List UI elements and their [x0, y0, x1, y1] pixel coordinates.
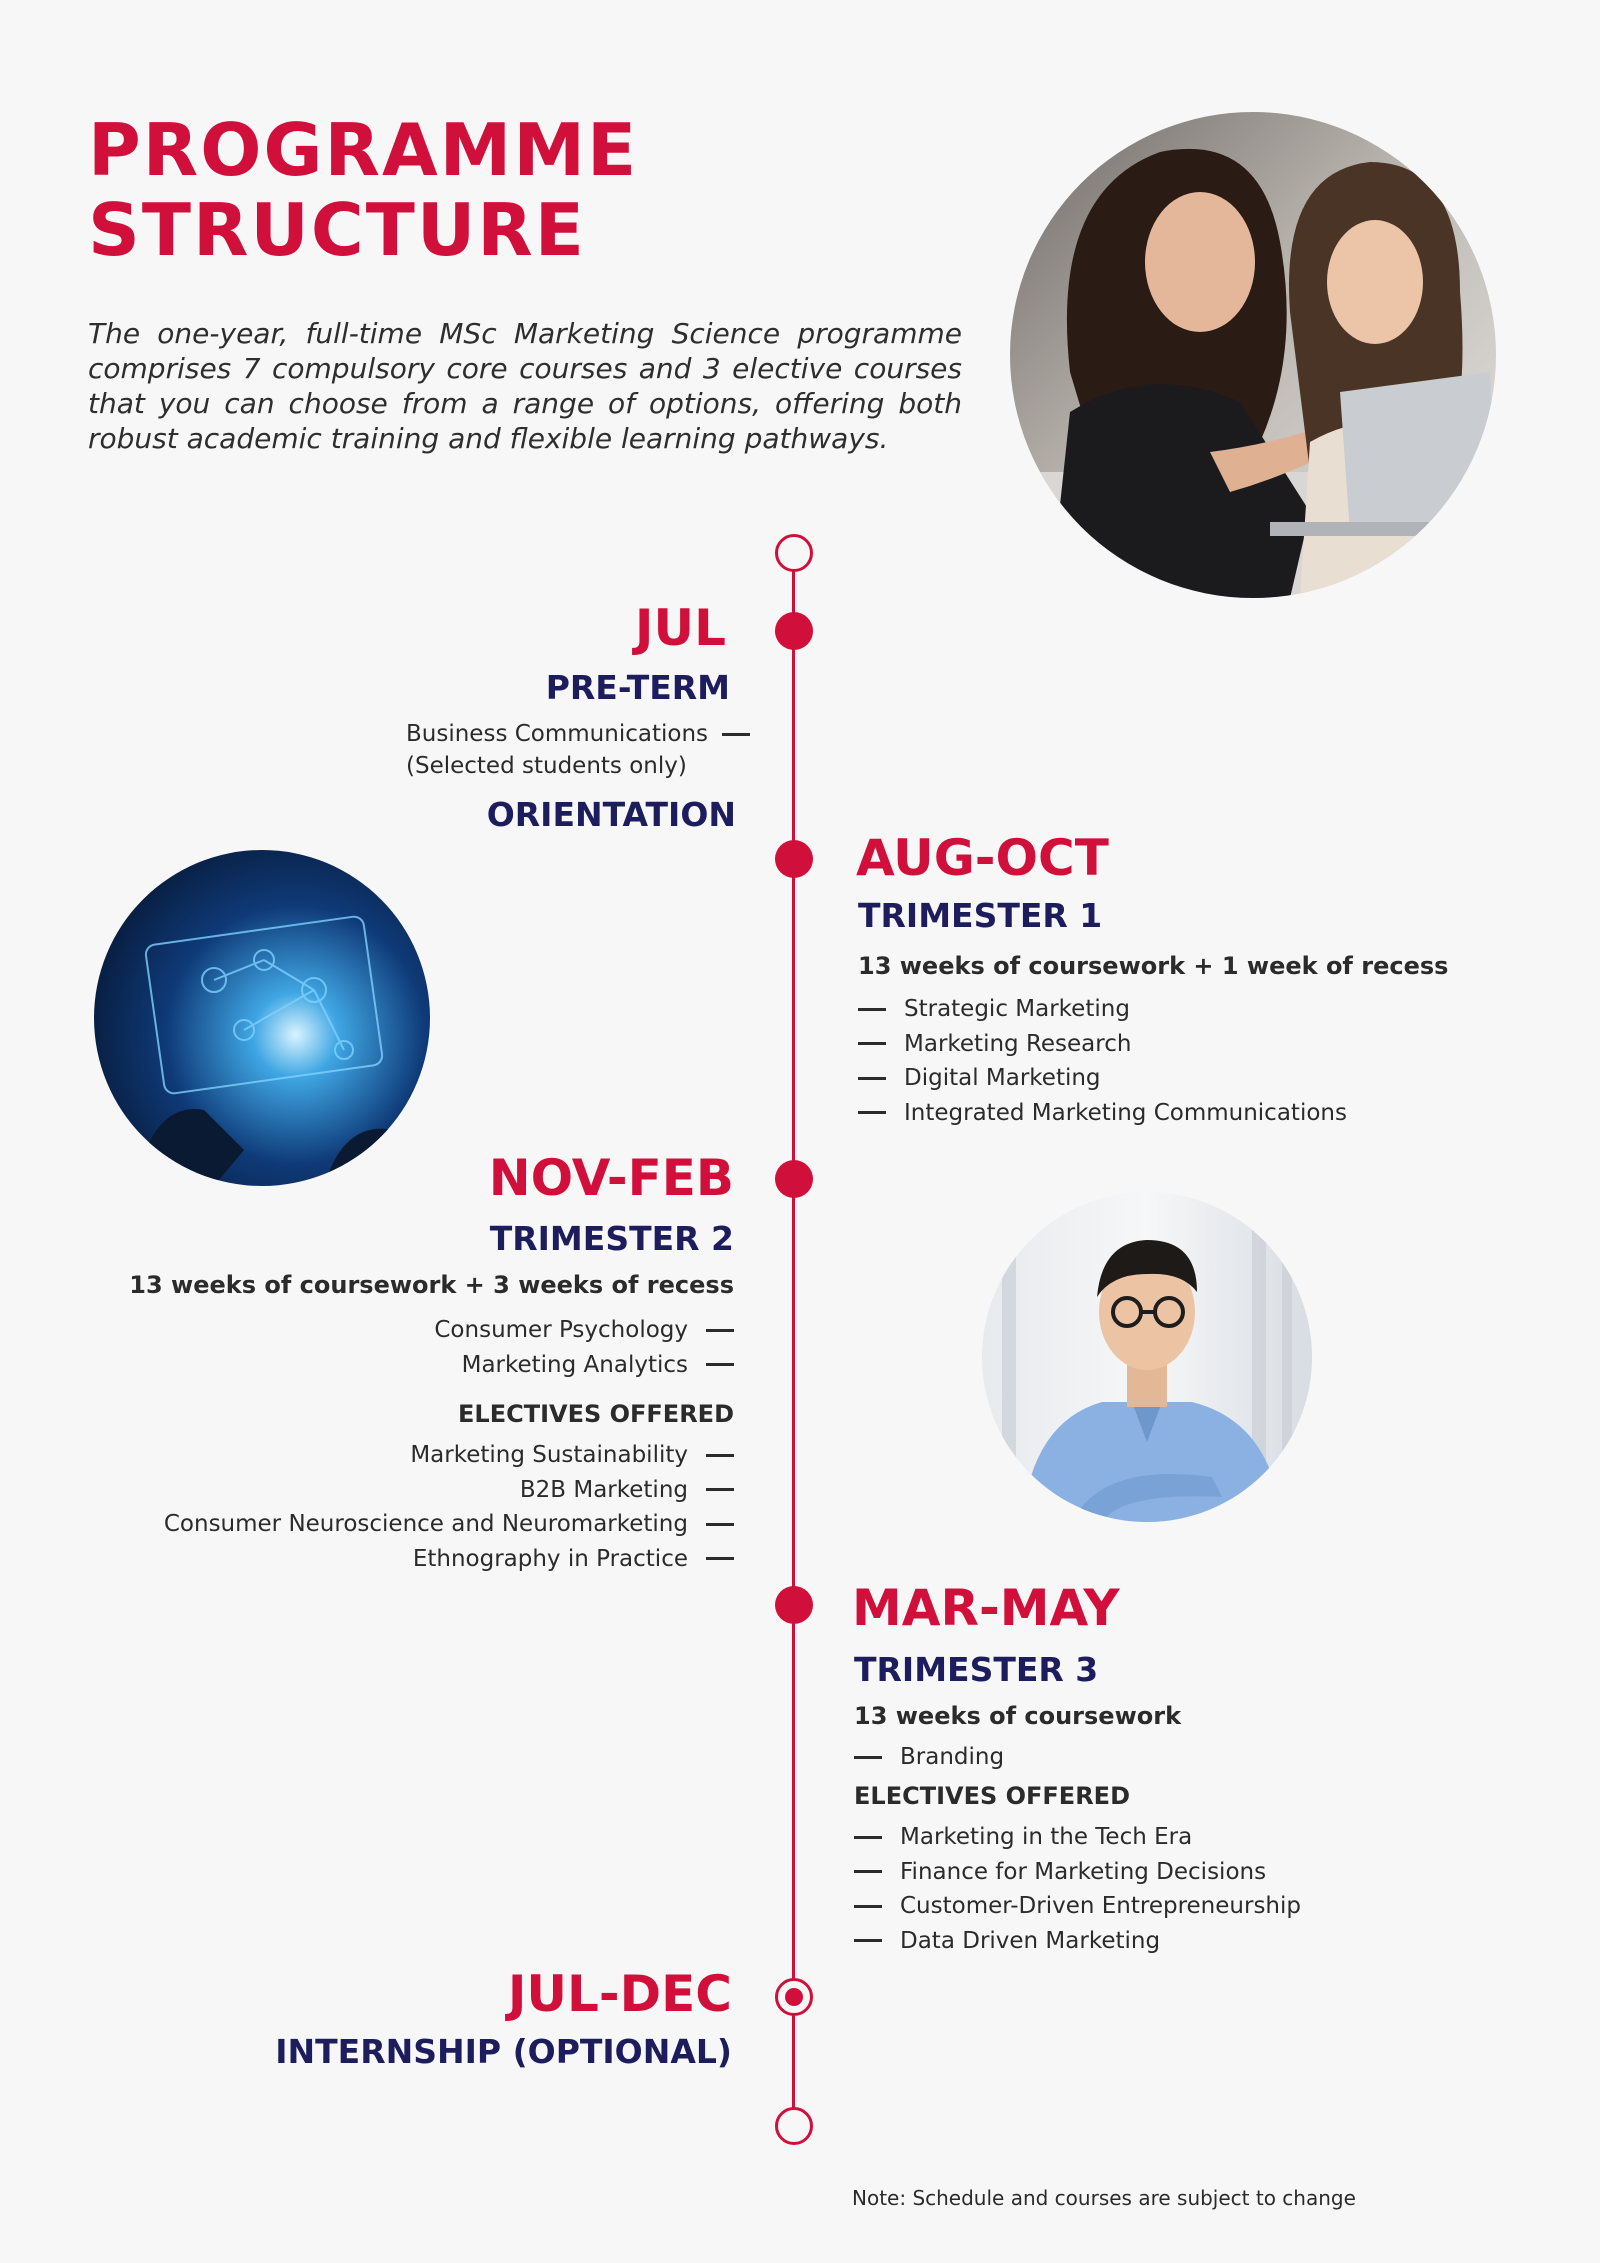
dash-icon: [706, 1488, 734, 1491]
list-item: Marketing Sustainability: [164, 1438, 734, 1473]
pre-term-course-name: Business Communications: [406, 721, 708, 747]
dash-icon: [706, 1329, 734, 1332]
dash-icon: [706, 1363, 734, 1366]
intro-paragraph: The one-year, full-time MSc Marketing Science programme comprises 7 compulsory core courses and 3 elective courses that you can choose from a range of options, offering both robust academic training and flexible learning pathways.: [88, 317, 962, 455]
term-orientation: ORIENTATION: [486, 795, 736, 834]
photo-students-laptop: [1010, 112, 1496, 598]
timeline-node-mar-may: [775, 1586, 813, 1624]
weeks-trimester-3: 13 weeks of coursework: [854, 1702, 1182, 1730]
page-title-line1: PROGRAMME: [88, 108, 639, 192]
list-item: Marketing in the Tech Era: [854, 1820, 1301, 1855]
weeks-trimester-1: 13 weeks of coursework + 1 week of recess: [858, 952, 1449, 980]
term-trimester-3: TRIMESTER 3: [854, 1650, 1099, 1689]
list-item: Integrated Marketing Communications: [858, 1096, 1347, 1131]
period-aug-oct: AUG-OCT: [856, 829, 1109, 887]
dash-icon: [858, 1077, 886, 1080]
list-item: Consumer Psychology: [434, 1313, 734, 1348]
dash-icon: [858, 1111, 886, 1114]
page-title-line2: STRUCTURE: [88, 188, 586, 272]
period-jul: JUL: [634, 599, 726, 657]
term-internship: INTERNSHIP (OPTIONAL): [275, 2032, 732, 2071]
list-item: Data Driven Marketing: [854, 1924, 1301, 1959]
list-item: Finance for Marketing Decisions: [854, 1855, 1301, 1890]
list-item: B2B Marketing: [164, 1473, 734, 1508]
term-trimester-2: TRIMESTER 2: [489, 1219, 734, 1258]
pre-term-course-note: (Selected students only): [406, 753, 687, 779]
pre-term-course: [406, 718, 750, 782]
courses-trimester-3: [854, 1740, 1004, 1775]
photo-young-man: [982, 1192, 1312, 1522]
section-jul: [635, 598, 724, 658]
dash-icon: [706, 1557, 734, 1560]
electives-trimester-3: [854, 1820, 1301, 1958]
dash-icon: [854, 1756, 882, 1759]
period-mar-may: MAR-MAY: [852, 1579, 1120, 1637]
list-item: Marketing Research: [858, 1027, 1347, 1062]
dash-icon: [722, 733, 750, 736]
courses-trimester-2: [434, 1313, 734, 1382]
courses-trimester-1: [858, 992, 1347, 1130]
dash-icon: [854, 1836, 882, 1839]
term-trimester-1: TRIMESTER 1: [858, 896, 1103, 935]
dash-icon: [854, 1939, 882, 1942]
timeline-node-nov-feb: [775, 1160, 813, 1198]
list-item: Marketing Analytics: [434, 1348, 734, 1383]
dash-icon: [706, 1454, 734, 1457]
timeline-line: [792, 570, 795, 2110]
weeks-trimester-2: 13 weeks of coursework + 3 weeks of recess: [129, 1271, 734, 1299]
term-pre-term: PRE-TERM: [545, 668, 730, 707]
list-item: Branding: [854, 1740, 1004, 1775]
timeline-node-aug-oct: [775, 840, 813, 878]
dash-icon: [854, 1905, 882, 1908]
timeline-start-node: [775, 534, 813, 572]
list-item: Ethnography in Practice: [164, 1542, 734, 1577]
electives-trimester-2: [164, 1438, 734, 1576]
timeline-node-jul-dec: [775, 1978, 813, 2016]
dash-icon: [858, 1042, 886, 1045]
timeline-end-node: [775, 2107, 813, 2145]
dash-icon: [854, 1870, 882, 1873]
schedule-note: Note: Schedule and courses are subject to change: [852, 2186, 1356, 2210]
period-nov-feb: NOV-FEB: [488, 1149, 734, 1207]
dash-icon: [858, 1008, 886, 1011]
electives-heading-trimester-3: ELECTIVES OFFERED: [854, 1782, 1130, 1810]
list-item: Consumer Neuroscience and Neuromarketing: [164, 1507, 734, 1542]
list-item: Strategic Marketing: [858, 992, 1347, 1027]
photo-digital-tech: [94, 850, 430, 1186]
electives-heading-trimester-2: ELECTIVES OFFERED: [458, 1400, 734, 1428]
dash-icon: [706, 1523, 734, 1526]
page-title: [88, 110, 638, 270]
period-jul-dec: JUL-DEC: [507, 1965, 732, 2023]
list-item: Customer-Driven Entrepreneurship: [854, 1889, 1301, 1924]
timeline-node-jul: [775, 612, 813, 650]
list-item: Digital Marketing: [858, 1061, 1347, 1096]
